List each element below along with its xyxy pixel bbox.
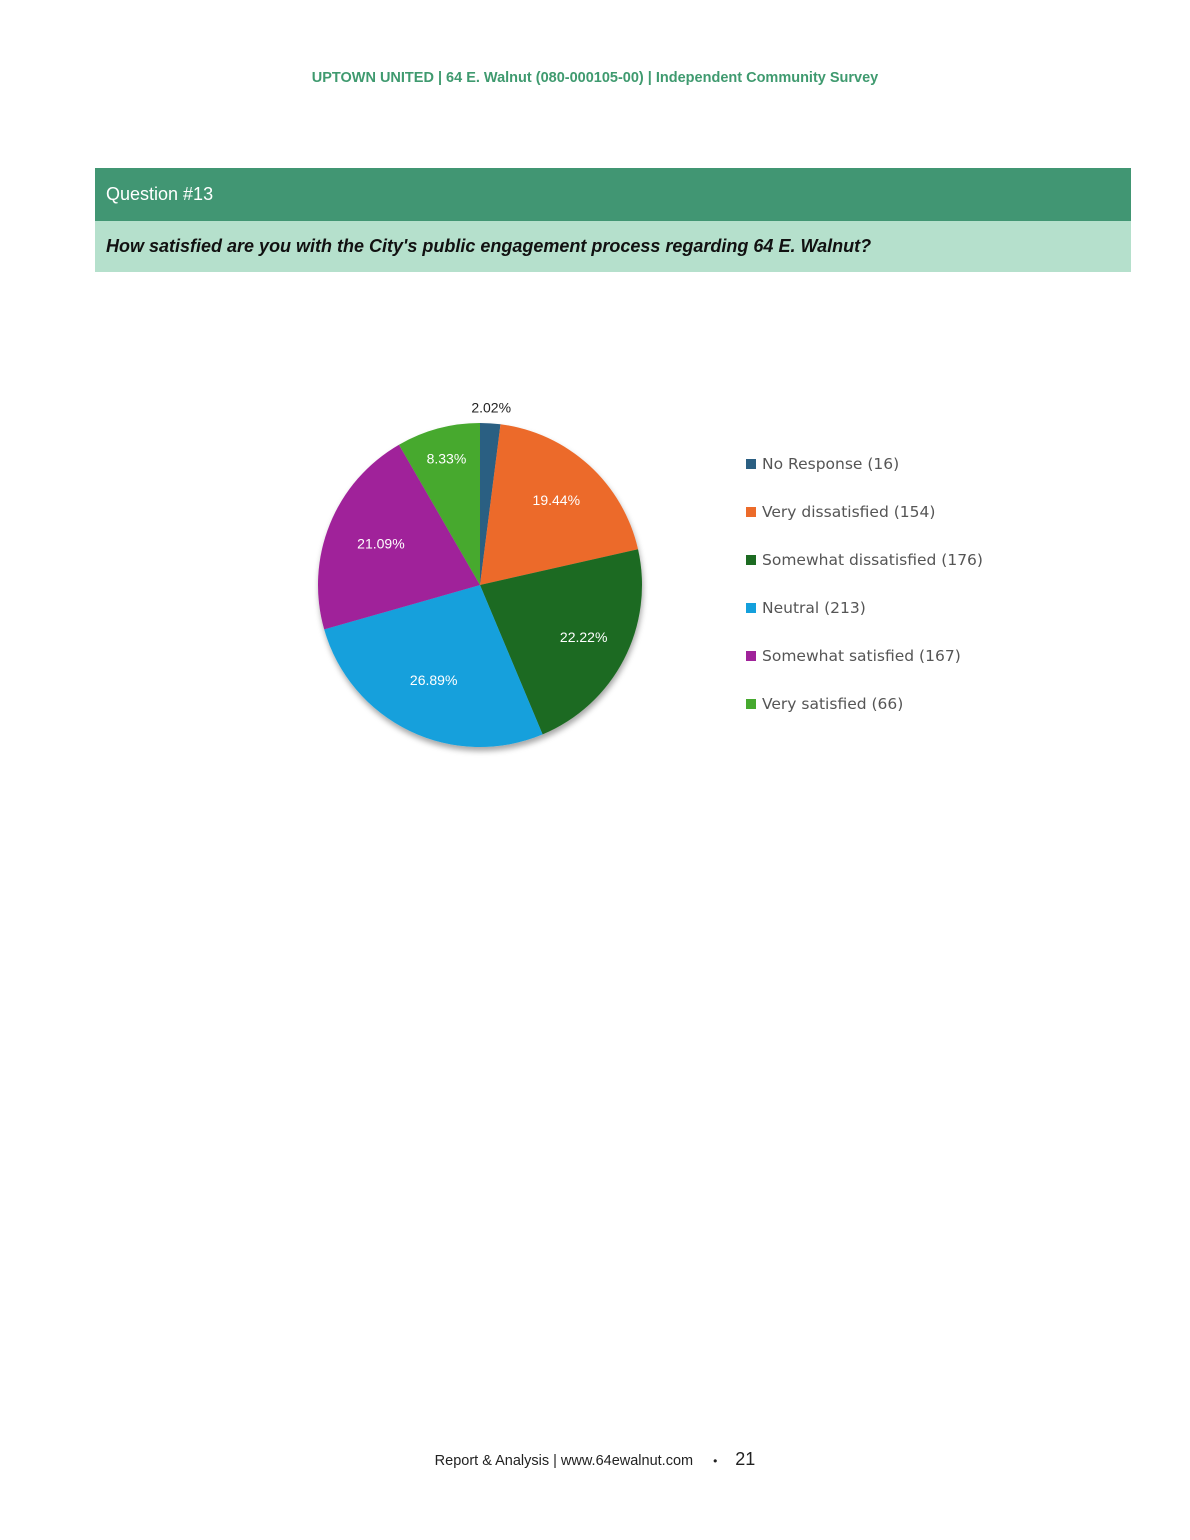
legend-swatch — [746, 555, 756, 565]
legend-swatch — [746, 651, 756, 661]
footer-bullet: • — [713, 1454, 718, 1468]
pie-slices — [318, 423, 642, 747]
question-text: How satisfied are you with the City's public engagement process regarding 64 E. Walnut? — [106, 236, 872, 256]
legend-label: Somewhat satisfied (167) — [762, 647, 961, 665]
question-number-bar — [95, 168, 1131, 221]
pie-chart — [300, 395, 660, 765]
question-number: Question #13 — [106, 184, 214, 204]
legend-label: Very satisfied (66) — [762, 695, 904, 713]
legend-swatch — [746, 603, 756, 613]
legend-label: Very dissatisfied (154) — [762, 503, 936, 521]
legend-item-neutral — [746, 596, 983, 620]
legend-item-no-response — [746, 452, 983, 476]
legend-item-somewhat-satisfied — [746, 644, 983, 668]
question-text-bar — [95, 221, 1131, 272]
legend-item-very-dissatisfied — [746, 500, 983, 524]
pie-label-neutral: 26.89% — [409, 672, 458, 689]
page-footer — [0, 1449, 1190, 1470]
legend-item-somewhat-dissatisfied — [746, 548, 983, 572]
legend-swatch — [746, 699, 756, 709]
pie-label-somewhat-dissatisfied: 22.22% — [559, 629, 608, 646]
footer-text: Report & Analysis | www.64ewalnut.com — [434, 1453, 694, 1469]
legend-label: Neutral (213) — [762, 599, 866, 617]
legend-item-very-satisfied — [746, 692, 983, 716]
legend-swatch — [746, 507, 756, 517]
pie-label-very-dissatisfied: 19.44% — [532, 491, 581, 508]
pie-label-no-response: 2.02% — [471, 399, 512, 416]
page-header: UPTOWN UNITED | 64 E. Walnut (080-000105-00) | Independent Community Survey — [311, 70, 879, 86]
chart-legend — [746, 452, 983, 740]
pie-label-very-satisfied: 8.33% — [426, 450, 467, 467]
page-number: 21 — [735, 1449, 756, 1469]
legend-label: Somewhat dissatisfied (176) — [762, 551, 983, 569]
pie-label-somewhat-satisfied: 21.09% — [357, 535, 405, 552]
legend-swatch — [746, 459, 756, 469]
legend-label: No Response (16) — [762, 455, 900, 473]
